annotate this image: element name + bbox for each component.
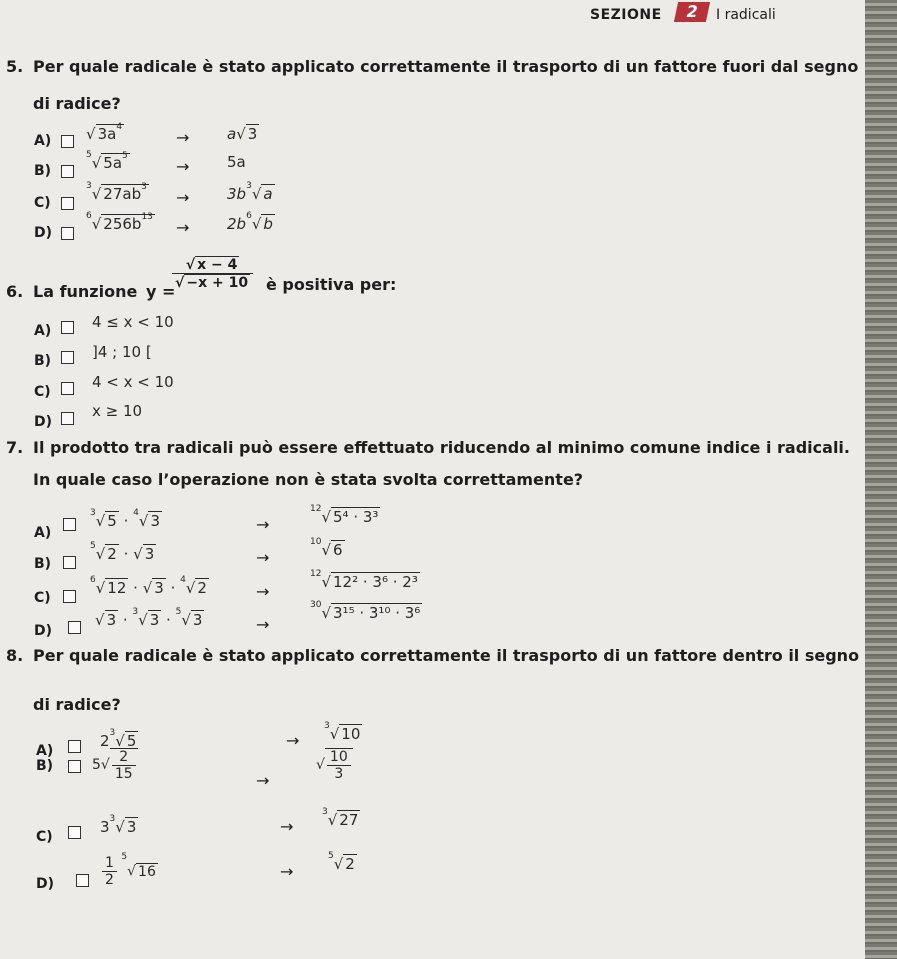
q6-text-pre: La funzione [33, 282, 138, 301]
q7-number: 7. [6, 438, 24, 457]
q7-text-line1: Il prodotto tra radicali può essere effettuato riducendo al minimo comune indice i radicali. [33, 438, 850, 457]
q5-text-line1: Per quale radicale è stato applicato correttamente il trasporto di un fattore fuori dal segno [33, 57, 859, 76]
page-edge [865, 0, 897, 959]
q5-c-arrow: → [176, 188, 190, 207]
q5-c-radical: $^3$√ $27ab^3$ [86, 181, 147, 203]
q8-option-label: A) [36, 743, 54, 759]
q6-b-expr: ]4 ; 10 [ [92, 343, 152, 361]
q7-option-label: C) [34, 590, 51, 606]
q5-option-label: D) [34, 225, 53, 241]
q8-d-checkbox[interactable] [76, 874, 89, 887]
q5-text-line2: di radice? [33, 94, 121, 113]
q7-option-label: D) [34, 623, 53, 639]
q8-d-result: $^5$√ 2 [328, 851, 355, 873]
q8-d-arrow: → [280, 862, 294, 881]
q8-c-result: $^3$√ 27 [322, 807, 359, 829]
q5-option-label: C) [34, 195, 51, 211]
q5-b-result: 5a [227, 153, 246, 171]
q8-c-radical: $3^3√$ 3 [100, 814, 137, 836]
q7-option-label: B) [34, 556, 52, 572]
q8-option-label: D) [36, 876, 55, 892]
q5-a-result: a√ 3 [227, 125, 258, 143]
q5-d-checkbox[interactable] [61, 227, 74, 240]
q6-number: 6. [6, 282, 24, 301]
q6-d-checkbox[interactable] [61, 412, 74, 425]
q5-number: 5. [6, 57, 24, 76]
q7-b-result: $^{10}$√ 6 [310, 537, 343, 559]
q5-c-result: $3b^3√$ a [227, 181, 273, 203]
q8-text-line1: Per quale radicale è stato applicato correttamente il trasporto di un fattore dentro il segno [33, 646, 860, 665]
q6-text-post: è positiva per: [266, 275, 397, 294]
q7-a-arrow: → [256, 515, 270, 534]
q6-a-expr: 4 ≤ x < 10 [92, 313, 174, 331]
q7-d-result: $^{30}$√ 3¹⁵ · 3¹⁰ · 3⁶ [310, 600, 421, 622]
q6-c-checkbox[interactable] [61, 382, 74, 395]
q7-c-product: $^6$√ 12 · √ 3 · $^4$√ 2 [90, 575, 207, 597]
q7-d-checkbox[interactable] [68, 621, 81, 634]
q7-c-checkbox[interactable] [63, 590, 76, 603]
section-label: SEZIONE [590, 7, 662, 23]
q6-option-label: C) [34, 384, 51, 400]
q7-a-checkbox[interactable] [63, 518, 76, 531]
q6-c-expr: 4 < x < 10 [92, 373, 174, 391]
q8-b-arrow: → [256, 771, 270, 790]
q5-a-arrow: → [176, 128, 190, 147]
q8-a-result: $^3$√ 10 [324, 721, 361, 743]
q8-a-checkbox[interactable] [68, 740, 81, 753]
q5-a-radical: √ $3a^4$ [86, 122, 123, 143]
q7-b-product: $^5$√ 2 · √ 3 [90, 541, 155, 563]
q8-option-label: B) [36, 758, 54, 774]
q8-c-arrow: → [280, 817, 294, 836]
q8-text-line2: di radice? [33, 695, 121, 714]
q5-b-checkbox[interactable] [61, 165, 74, 178]
q8-a-arrow: → [286, 731, 300, 750]
q8-a-radical: $2^3√$ 5 [100, 728, 137, 750]
section-number-badge: 2 [674, 2, 710, 22]
q6-option-label: D) [34, 414, 53, 430]
q7-a-result: $^{12}$√ 5⁴ · 3³ [310, 504, 379, 526]
q5-option-label: B) [34, 163, 52, 179]
q8-number: 8. [6, 646, 24, 665]
q5-a-checkbox[interactable] [61, 135, 74, 148]
q7-b-arrow: → [256, 548, 270, 567]
q5-d-result: $2b^6√$ b [227, 211, 273, 233]
q7-b-checkbox[interactable] [63, 556, 76, 569]
q6-option-label: B) [34, 353, 52, 369]
q7-d-arrow: → [256, 615, 270, 634]
q5-d-arrow: → [176, 218, 190, 237]
q7-a-product: $^3$√ 5 · $^4$√ 3 [90, 508, 160, 530]
q6-b-checkbox[interactable] [61, 351, 74, 364]
q7-option-label: A) [34, 525, 52, 541]
q6-d-expr: x ≥ 10 [92, 402, 143, 420]
q6-y-equals: y = [146, 282, 176, 301]
q5-d-radical: $^6$√ $256b^{13}$ [86, 211, 153, 233]
q5-b-arrow: → [176, 157, 190, 176]
q8-b-radical: 5√ $\frac{2}{15}$ [92, 748, 138, 782]
q7-text-line2: In quale caso l’operazione non è stata svolta correttamente? [33, 470, 584, 489]
q8-b-result: √ $\frac{10}{3}$ [316, 748, 353, 782]
q8-b-checkbox[interactable] [68, 760, 81, 773]
q5-c-checkbox[interactable] [61, 197, 74, 210]
q8-c-checkbox[interactable] [68, 826, 81, 839]
q6-fraction: $\frac{√ x - 4}{√ -x + 10}$ [172, 256, 253, 291]
q6-a-checkbox[interactable] [61, 321, 74, 334]
q7-c-arrow: → [256, 582, 270, 601]
q5-b-radical: $^5$√ $5a^5$ [86, 150, 128, 172]
q8-d-radical: $\frac{1}{2}$ $^5$√ 16 [102, 855, 158, 888]
q7-c-result: $^{12}$√ 12² · 3⁶ · 2³ [310, 569, 418, 591]
q7-d-product: √ 3 · $^3$√ 3 · $^5$√ 3 [95, 607, 203, 629]
q6-option-label: A) [34, 323, 52, 339]
section-topic: I radicali [716, 7, 776, 23]
q8-option-label: C) [36, 829, 53, 845]
q5-option-label: A) [34, 133, 52, 149]
